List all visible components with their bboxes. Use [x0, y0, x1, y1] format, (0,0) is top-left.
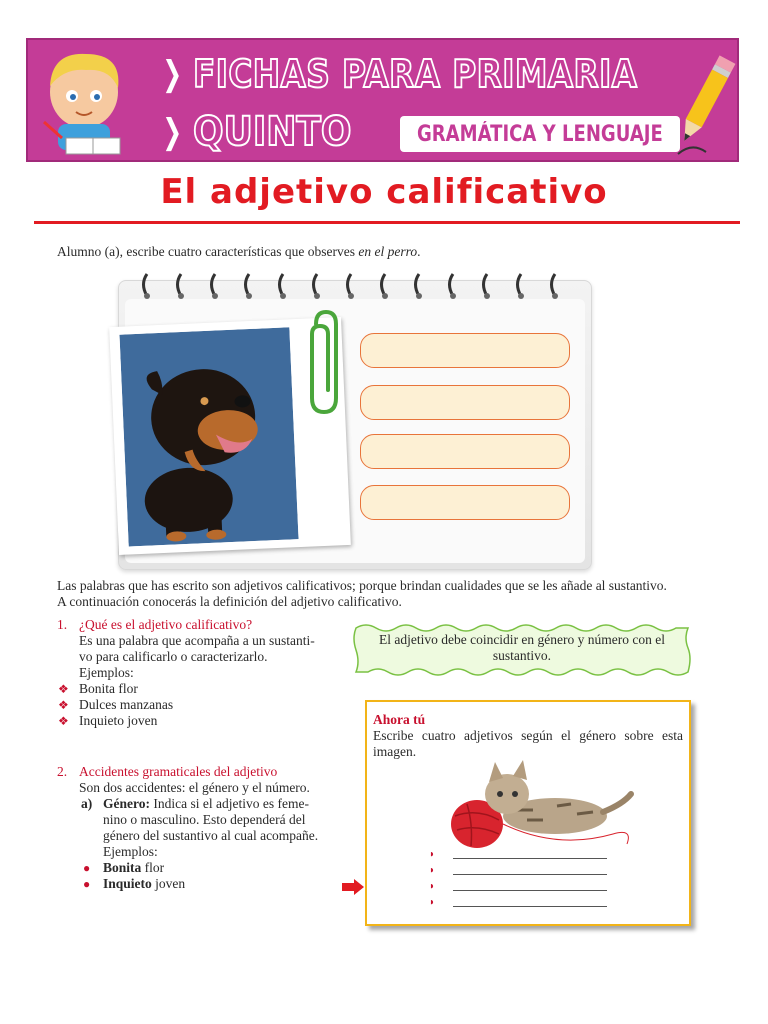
answer-field-2[interactable] [360, 385, 570, 420]
activity-heading: Ahora tú [373, 712, 426, 727]
sub-letter: a) [81, 796, 93, 811]
dot-bullet-icon: ● [83, 861, 91, 875]
intro-italic: en el perro [358, 244, 418, 259]
section-title: Accidentes gramaticales del adjetivo [79, 764, 278, 779]
explanation-paragraph [57, 578, 717, 610]
spiral-ring-icon [277, 272, 289, 300]
spiral-ring-icon [413, 272, 425, 300]
examples-label: Ejemplos: [79, 665, 134, 680]
list-item: ❖ Bonita flor [58, 681, 138, 696]
intro-text: Alumno (a), escribe cuatro características que observes [57, 244, 359, 259]
spiral-ring-icon [209, 272, 221, 300]
diamond-bullet-icon: ❖ [58, 682, 69, 696]
chevron-right-icon: ❯ [162, 54, 183, 94]
answer-field-3[interactable] [360, 434, 570, 469]
answer-field-1[interactable] [360, 333, 570, 368]
section-heading [57, 764, 347, 780]
definition-line: Es una palabra que acompaña a un sustanti- [79, 633, 315, 648]
paragraph-line: Las palabras que has escrito son adjetivos calificativos; porque brindan cualidades que se les añade al sustantivo. [57, 578, 667, 593]
title-divider [34, 221, 740, 224]
kitten-with-yarn-image [437, 754, 637, 854]
dog-photo [119, 327, 298, 546]
spiral-ring-icon [311, 272, 323, 300]
diamond-bullet-icon: ❖ [58, 698, 69, 712]
gender-definition: a) Género: Indica si el adjetivo es feme- nino o masculino. Esto dependerá del género del sustantivo al cual acompañe. [81, 796, 319, 843]
list-item: ❖ Dulces manzanas [58, 697, 174, 712]
triangle-bullet-icon: ◗ [429, 865, 436, 876]
list-item: ● Bonita flor [83, 860, 165, 875]
section-accidents [57, 764, 347, 892]
arrow-right-icon [342, 879, 364, 895]
spiral-ring-icon [141, 272, 153, 300]
page-title: El adjetivo calificativo [160, 172, 608, 212]
paper-clip-icon [302, 306, 348, 418]
spiral-ring-icon [549, 272, 561, 300]
banner-subject: GRAMÁTICA Y LENGUAJE [417, 121, 663, 147]
list-item: ❖ Inquieto joven [58, 713, 158, 728]
spiral-ring-icon [481, 272, 493, 300]
list-item: ● Inquieto joven [83, 876, 186, 891]
pencil-icon [672, 46, 738, 158]
note-text: El adjetivo debe coincidir en género y número con el sustantivo. [378, 632, 666, 663]
banner-line-1 [158, 48, 658, 100]
examples-label: Ejemplos: [103, 844, 158, 859]
activity-box [365, 700, 691, 926]
spiral-ring-icon [447, 272, 459, 300]
diamond-bullet-icon: ❖ [58, 714, 69, 728]
intro-instruction [57, 244, 420, 260]
triangle-bullet-icon: ◗ [429, 881, 436, 892]
header-banner [26, 38, 739, 162]
sub-term: Género: [103, 796, 150, 811]
section-number: 2. [57, 764, 68, 779]
triangle-bullet-icon: ◗ [429, 849, 436, 860]
section-definition [57, 617, 347, 729]
spiral-ring-icon [175, 272, 187, 300]
definition-line: vo para calificarlo o caracterizarlo. [79, 649, 268, 664]
spiral-ring-icon [379, 272, 391, 300]
activity-instruction: Escribe cuatro adjetivos según el género sobre esta imagen. [373, 728, 683, 759]
triangle-bullet-icon: ◗ [429, 897, 436, 908]
spiral-ring-icon [243, 272, 255, 300]
kid-reading-illustration [36, 46, 146, 158]
banner-grade: QUINTO [192, 109, 352, 155]
paragraph-line: A continuación conocerás la definición del adjetivo calificativo. [57, 594, 402, 609]
section-heading [57, 617, 347, 633]
spiral-ring-icon [515, 272, 527, 300]
answer-field-4[interactable] [360, 485, 570, 520]
spiral-ring-icon [345, 272, 357, 300]
chevron-right-icon: ❯ [162, 112, 183, 152]
intro-end: . [417, 244, 421, 259]
rule-note [352, 622, 692, 678]
section-intro: Son dos accidentes: el género y el número. [79, 780, 310, 795]
section-number: 1. [57, 617, 68, 632]
banner-title: FICHAS PARA PRIMARIA [192, 52, 637, 96]
dot-bullet-icon: ● [83, 877, 91, 891]
section-title: ¿Qué es el adjetivo calificativo? [79, 617, 253, 632]
banner-subject-badge [400, 116, 680, 152]
